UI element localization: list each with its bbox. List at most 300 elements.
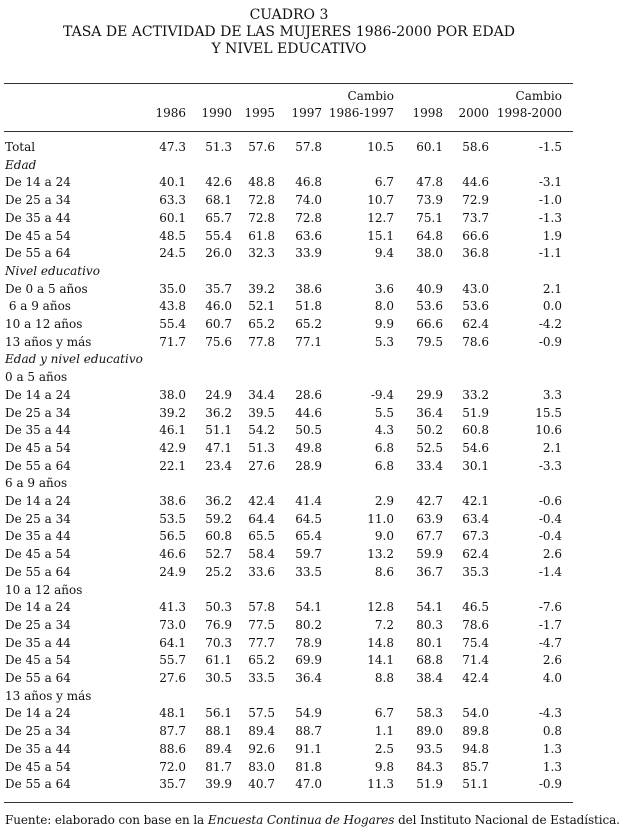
table-cell: 71.7: [159, 334, 186, 349]
table-cell: 42.4: [248, 494, 275, 508]
table-cell: 83.0: [248, 759, 275, 774]
row-label: De 35 a 44: [5, 210, 71, 225]
table-cell: 30.1: [462, 458, 489, 473]
table-cell: 54.2: [248, 423, 275, 438]
subgroup-heading-row: [0, 581, 578, 599]
table-cell: 89.4: [205, 741, 232, 756]
table-cell: 46.8: [295, 175, 322, 190]
table-cell: 29.9: [416, 387, 443, 402]
table-cell: 14.1: [367, 653, 394, 668]
table-cell: 71.4: [462, 653, 489, 668]
table-cell: 58.6: [462, 140, 489, 154]
table-cell: 2.9: [374, 494, 394, 508]
table-row: [0, 740, 578, 758]
row-label: De 55 a 64: [5, 777, 71, 792]
row-label: 0 a 5 años: [5, 370, 68, 385]
table-cell: -0.4: [538, 529, 562, 544]
table-cell: 80.1: [416, 635, 443, 650]
row-label: 13 años y más: [5, 688, 92, 703]
section-heading-row: [0, 262, 578, 280]
table-cell: 54.9: [295, 706, 322, 721]
table-cell: 75.6: [205, 334, 232, 349]
row-label: De 25 a 34: [5, 405, 71, 420]
table-row: [0, 421, 578, 439]
table-cell: -4.7: [538, 635, 562, 650]
table-cell: 24.9: [159, 564, 186, 579]
table-cell: 55.4: [159, 317, 186, 331]
table-cell: 78.6: [462, 334, 489, 349]
row-label: Edad y nivel educativo: [5, 352, 143, 367]
table-cell: 66.6: [416, 317, 443, 331]
table-cell: 5.3: [374, 334, 394, 349]
table-row: [0, 209, 578, 227]
table-cell: 65.4: [295, 529, 322, 544]
table-cell: 9.9: [374, 317, 394, 331]
table-cell: 88.6: [159, 741, 186, 756]
table-row: [0, 280, 578, 298]
table-cell: 13.2: [367, 547, 394, 562]
table-cell: 91.1: [295, 741, 322, 756]
table-cell: 12.7: [367, 210, 394, 225]
table-row: [0, 669, 578, 687]
table-cell: 38.6: [295, 281, 322, 296]
table-cell: 51.3: [248, 440, 275, 455]
table-cell: 2.6: [542, 653, 562, 668]
table-cell: 51.1: [205, 423, 232, 438]
table-cell: 60.8: [205, 529, 232, 544]
table-cell: 78.9: [295, 635, 322, 650]
table-cell: 4.0: [542, 671, 562, 685]
table-cell: 8.6: [374, 564, 394, 579]
table-cell: 64.5: [295, 511, 322, 526]
table-cell: 36.8: [462, 246, 489, 261]
table-row: [0, 439, 578, 457]
table-cell: 62.4: [462, 547, 489, 562]
table-cell: 47.3: [159, 140, 186, 154]
table-cell: 65.7: [205, 210, 232, 225]
row-label: De 55 a 64: [5, 564, 71, 579]
table-row: [0, 616, 578, 634]
table-cell: 89.4: [248, 724, 275, 739]
table-cell: 77.8: [248, 334, 275, 349]
table-cell: 1.3: [542, 759, 562, 774]
table-cell: 72.8: [295, 210, 322, 225]
table-row: [0, 545, 578, 563]
table-cell: 73.0: [159, 617, 186, 632]
table-cell: 46.5: [462, 600, 489, 615]
table-cell: 67.7: [416, 529, 443, 544]
table-cell: 88.1: [205, 724, 232, 739]
table-cell: 25.2: [205, 564, 232, 579]
table-cell: 79.5: [416, 334, 443, 349]
table-cell: 52.7: [205, 547, 232, 562]
table-row: [0, 510, 578, 528]
row-label: De 14 a 24: [5, 600, 71, 615]
table-cell: 2.5: [374, 741, 394, 756]
table-cell: 14.8: [367, 635, 394, 650]
table-cell: 39.9: [205, 777, 232, 792]
table-cell: 51.1: [462, 777, 489, 792]
table-cell: 63.6: [295, 228, 322, 243]
row-label: De 35 a 44: [5, 529, 71, 544]
row-label: De 45 a 54: [5, 228, 71, 243]
table-cell: 59.7: [295, 547, 322, 562]
table-row: [0, 775, 578, 793]
column-header-bottom: 1986: [155, 106, 186, 120]
table-cell: 63.3: [159, 193, 186, 208]
table-cell: 81.7: [205, 759, 232, 774]
section-heading-row: [0, 350, 578, 368]
table-cell: 84.3: [416, 759, 443, 774]
row-label: De 25 a 34: [5, 617, 71, 632]
table-cell: 60.8: [462, 423, 489, 438]
row-label: De 25 a 34: [5, 511, 71, 526]
row-label: 6 a 9 años: [5, 299, 71, 314]
table-cell: -1.0: [538, 193, 562, 208]
table-row: [0, 634, 578, 652]
table-cell: 60.7: [205, 317, 232, 331]
table-cell: -4.3: [538, 706, 562, 721]
row-label: De 0 a 5 años: [5, 281, 88, 296]
table-cell: 75.1: [416, 210, 443, 225]
table-cell: -3.3: [538, 458, 562, 473]
table-cell: 6.8: [374, 440, 394, 455]
table-cell: 46.1: [159, 423, 186, 438]
table-cell: 53.5: [159, 511, 186, 526]
row-label: De 25 a 34: [5, 724, 71, 739]
table-cell: -0.9: [538, 334, 562, 349]
table-cell: 50.2: [416, 423, 443, 438]
table-cell: 73.9: [416, 193, 443, 208]
table-cell: 32.3: [248, 246, 275, 261]
table-cell: -0.9: [538, 777, 562, 792]
table-cell: 8.8: [374, 671, 394, 685]
table-cell: 22.1: [159, 458, 186, 473]
table-cell: 57.8: [295, 140, 322, 154]
column-header-bottom: 2000: [458, 106, 489, 120]
row-label: De 45 a 54: [5, 653, 71, 668]
table-cell: 64.4: [248, 511, 275, 526]
table-cell: 36.4: [295, 671, 322, 685]
table-cell: 94.8: [462, 741, 489, 756]
table-cell: 68.8: [416, 653, 443, 668]
table-cell: 9.4: [374, 246, 394, 261]
row-label: De 55 a 64: [5, 671, 71, 685]
table-cell: 88.7: [295, 724, 322, 739]
table-cell: 55.7: [159, 653, 186, 668]
table-cell: 10.7: [367, 193, 394, 208]
row-label: Nivel educativo: [5, 263, 100, 278]
row-label: De 55 a 64: [5, 458, 71, 473]
table-cell: 0.0: [542, 299, 562, 314]
table-cell: 0.8: [542, 724, 562, 739]
table-cell: 87.7: [159, 724, 186, 739]
table-cell: 33.2: [462, 387, 489, 402]
table-cell: 11.0: [367, 511, 394, 526]
table-cell: 7.2: [374, 617, 394, 632]
table-cell: 47.0: [295, 777, 322, 792]
table-cell: 39.5: [248, 405, 275, 420]
row-label: De 45 a 54: [5, 759, 71, 774]
table-cell: 60.1: [159, 210, 186, 225]
table-cell: 57.8: [248, 600, 275, 615]
table-cell: 33.5: [295, 564, 322, 579]
table-cell: 47.8: [416, 175, 443, 190]
table-cell: 28.9: [295, 458, 322, 473]
table-cell: 9.8: [374, 759, 394, 774]
column-header-top: Cambio: [347, 89, 394, 103]
table-cell: 54.1: [416, 600, 443, 615]
table-cell: 65.5: [248, 529, 275, 544]
table-row: [0, 404, 578, 422]
header-rule: [4, 131, 573, 132]
table-cell: 38.0: [416, 246, 443, 261]
table-cell: 3.6: [374, 281, 394, 296]
table-cell: 48.1: [159, 706, 186, 721]
table-cell: 54.0: [462, 706, 489, 721]
table-cell: 67.3: [462, 529, 489, 544]
table-cell: 28.6: [295, 387, 322, 402]
table-cell: -0.6: [538, 494, 562, 508]
table-cell: -1.4: [538, 564, 562, 579]
subgroup-heading-row: [0, 474, 578, 492]
table-cell: 2.1: [542, 440, 562, 455]
table-cell: 43.8: [159, 299, 186, 314]
source-title: Encuesta Continua de Hogares: [207, 813, 395, 827]
table-cell: 59.2: [205, 511, 232, 526]
table-cell: 92.6: [248, 741, 275, 756]
table-cell: -4.2: [538, 317, 562, 331]
table-cell: 77.5: [248, 617, 275, 632]
table-cell: 53.6: [462, 299, 489, 314]
table-cell: 27.6: [248, 458, 275, 473]
table-cell: 62.4: [462, 317, 489, 331]
table-cell: 24.9: [205, 387, 232, 402]
table-cell: 12.8: [367, 600, 394, 615]
table-cell: 35.7: [205, 281, 232, 296]
table-cell: 42.1: [462, 494, 489, 508]
table-cell: 73.7: [462, 210, 489, 225]
table-cell: 42.7: [416, 494, 443, 508]
table-cell: 44.6: [295, 405, 322, 420]
table-cell: 51.9: [462, 405, 489, 420]
table-row: [0, 297, 578, 315]
table-cell: 50.3: [205, 600, 232, 615]
table-cell: 33.5: [248, 671, 275, 685]
table-cell: 40.1: [159, 175, 186, 190]
row-label: De 25 a 34: [5, 193, 71, 208]
row-label: De 14 a 24: [5, 387, 71, 402]
table-cell: 80.3: [416, 617, 443, 632]
subgroup-heading-row: [0, 687, 578, 705]
table-cell: 10.6: [535, 423, 562, 438]
table-cell: 41.4: [295, 494, 322, 508]
table-cell: 9.0: [374, 529, 394, 544]
table-row: [0, 386, 578, 404]
table-cell: 3.3: [542, 387, 562, 402]
table-cell: 23.4: [205, 458, 232, 473]
table-cell: 49.8: [295, 440, 322, 455]
source-suffix: del Instituto Nacional de Estadística.: [394, 813, 620, 827]
table-cell: 24.5: [159, 246, 186, 261]
table-cell: 81.8: [295, 759, 322, 774]
table-cell: 53.6: [416, 299, 443, 314]
table-cell: 33.4: [416, 458, 443, 473]
table-cell: 41.3: [159, 600, 186, 615]
table-cell: 33.9: [295, 246, 322, 261]
table-row: [0, 651, 578, 669]
table-cell: 51.9: [416, 777, 443, 792]
table-cell: 27.6: [159, 671, 186, 685]
table-cell: 89.8: [462, 724, 489, 739]
row-label: De 45 a 54: [5, 440, 71, 455]
subgroup-heading-row: [0, 368, 578, 386]
table-cell: 38.6: [159, 494, 186, 508]
table-row: [0, 457, 578, 475]
column-header-bottom: 1998-2000: [496, 106, 562, 120]
section-heading-row: [0, 156, 578, 174]
table-cell: 1.9: [542, 228, 562, 243]
table-cell: 1.3: [542, 741, 562, 756]
table-row: [0, 492, 578, 510]
table-cell: -0.4: [538, 511, 562, 526]
table-row: [0, 173, 578, 191]
table-cell: 72.9: [462, 193, 489, 208]
table-cell: 1.1: [374, 724, 394, 739]
table-cell: 30.5: [205, 671, 232, 685]
table-cell: 64.8: [416, 228, 443, 243]
table-cell: 58.3: [416, 706, 443, 721]
column-header-bottom: 1986-1997: [328, 106, 394, 120]
table-row: [0, 598, 578, 616]
table-cell: 42.9: [159, 440, 186, 455]
table-cell: 15.1: [367, 228, 394, 243]
table-row: [0, 333, 578, 351]
table-cell: 64.1: [159, 635, 186, 650]
column-header-bottom: 1990: [201, 106, 232, 120]
top-rule: [4, 83, 573, 84]
row-label: Total: [5, 140, 36, 154]
table-cell: 51.8: [295, 299, 322, 314]
column-header-bottom: 1998: [412, 106, 443, 120]
table-row: [0, 227, 578, 245]
table-cell: 52.1: [248, 299, 275, 314]
table-row: [0, 704, 578, 722]
table-row: [0, 722, 578, 740]
table-cell: -1.5: [538, 140, 562, 154]
table-cell: 57.5: [248, 706, 275, 721]
table-cell: 11.3: [367, 777, 394, 792]
table-cell: 72.8: [248, 210, 275, 225]
table-cell: 85.7: [462, 759, 489, 774]
table-cell: 40.7: [248, 777, 275, 792]
table-cell: 38.4: [416, 671, 443, 685]
table-cell: 5.5: [374, 405, 394, 420]
table-cell: -1.7: [538, 617, 562, 632]
table-row: [0, 191, 578, 209]
table-row: [0, 138, 578, 156]
table-cell: 52.5: [416, 440, 443, 455]
row-label: De 14 a 24: [5, 494, 71, 508]
table-cell: 66.6: [462, 228, 489, 243]
table-cell: 35.0: [159, 281, 186, 296]
table-cell: -1.3: [538, 210, 562, 225]
source-prefix: Fuente: elaborado con base en la: [5, 813, 208, 827]
table-cell: 93.5: [416, 741, 443, 756]
table-cell: 65.2: [295, 317, 322, 331]
table-row: [0, 758, 578, 776]
table-cell: 57.6: [248, 140, 275, 154]
title-line-3: Y NIVEL EDUCATIVO: [211, 41, 367, 57]
table-row: [0, 315, 578, 333]
source-note: [5, 813, 620, 827]
table-cell: 61.1: [205, 653, 232, 668]
row-label: De 14 a 24: [5, 706, 71, 721]
bottom-rule: [4, 802, 573, 803]
table-cell: 77.7: [248, 635, 275, 650]
table-cell: 77.1: [295, 334, 322, 349]
table-cell: 46.6: [159, 547, 186, 562]
row-label: Edad: [5, 157, 37, 172]
table-cell: 44.6: [462, 175, 489, 190]
table-cell: 8.0: [374, 299, 394, 314]
table-cell: 69.9: [295, 653, 322, 668]
table-row: [0, 244, 578, 262]
table-cell: 72.0: [159, 759, 186, 774]
title-line-2: TASA DE ACTIVIDAD DE LAS MUJERES 1986-2000 POR EDAD: [63, 24, 515, 40]
table-cell: 56.5: [159, 529, 186, 544]
table-cell: 15.5: [535, 405, 562, 420]
table-cell: 42.6: [205, 175, 232, 190]
table-row: [0, 527, 578, 545]
table-cell: 2.6: [542, 547, 562, 562]
row-label: De 35 a 44: [5, 635, 71, 650]
table-cell: 74.0: [295, 193, 322, 208]
table-cell: 26.0: [205, 246, 232, 261]
table-cell: 50.5: [295, 423, 322, 438]
table-cell: 36.4: [416, 405, 443, 420]
table-cell: 36.2: [205, 494, 232, 508]
table-cell: 72.8: [248, 193, 275, 208]
table-cell: 63.4: [462, 511, 489, 526]
table-cell: 47.1: [205, 440, 232, 455]
column-header-bottom: 1995: [244, 106, 275, 120]
table-cell: -1.1: [538, 246, 562, 261]
row-label: De 35 a 44: [5, 423, 71, 438]
row-label: De 14 a 24: [5, 175, 71, 190]
table-cell: 42.4: [462, 671, 489, 685]
table-cell: 39.2: [159, 405, 186, 420]
title-line-1: CUADRO 3: [249, 7, 329, 23]
table-cell: 48.8: [248, 175, 275, 190]
table-cell: 36.2: [205, 405, 232, 420]
table-cell: 6.7: [374, 706, 394, 721]
table-cell: 60.1: [416, 140, 443, 154]
table-cell: 89.0: [416, 724, 443, 739]
table-cell: 75.4: [462, 635, 489, 650]
table-cell: 34.4: [248, 387, 275, 402]
row-label: 13 años y más: [5, 334, 92, 349]
table-cell: 46.0: [205, 299, 232, 314]
table-cell: 35.3: [462, 564, 489, 579]
table-cell: 38.0: [159, 387, 186, 402]
table-cell: 54.1: [295, 600, 322, 615]
table-row: [0, 563, 578, 581]
table-cell: 4.3: [374, 423, 394, 438]
table-cell: 51.3: [205, 140, 232, 154]
row-label: De 55 a 64: [5, 246, 71, 261]
table-cell: 65.2: [248, 317, 275, 331]
